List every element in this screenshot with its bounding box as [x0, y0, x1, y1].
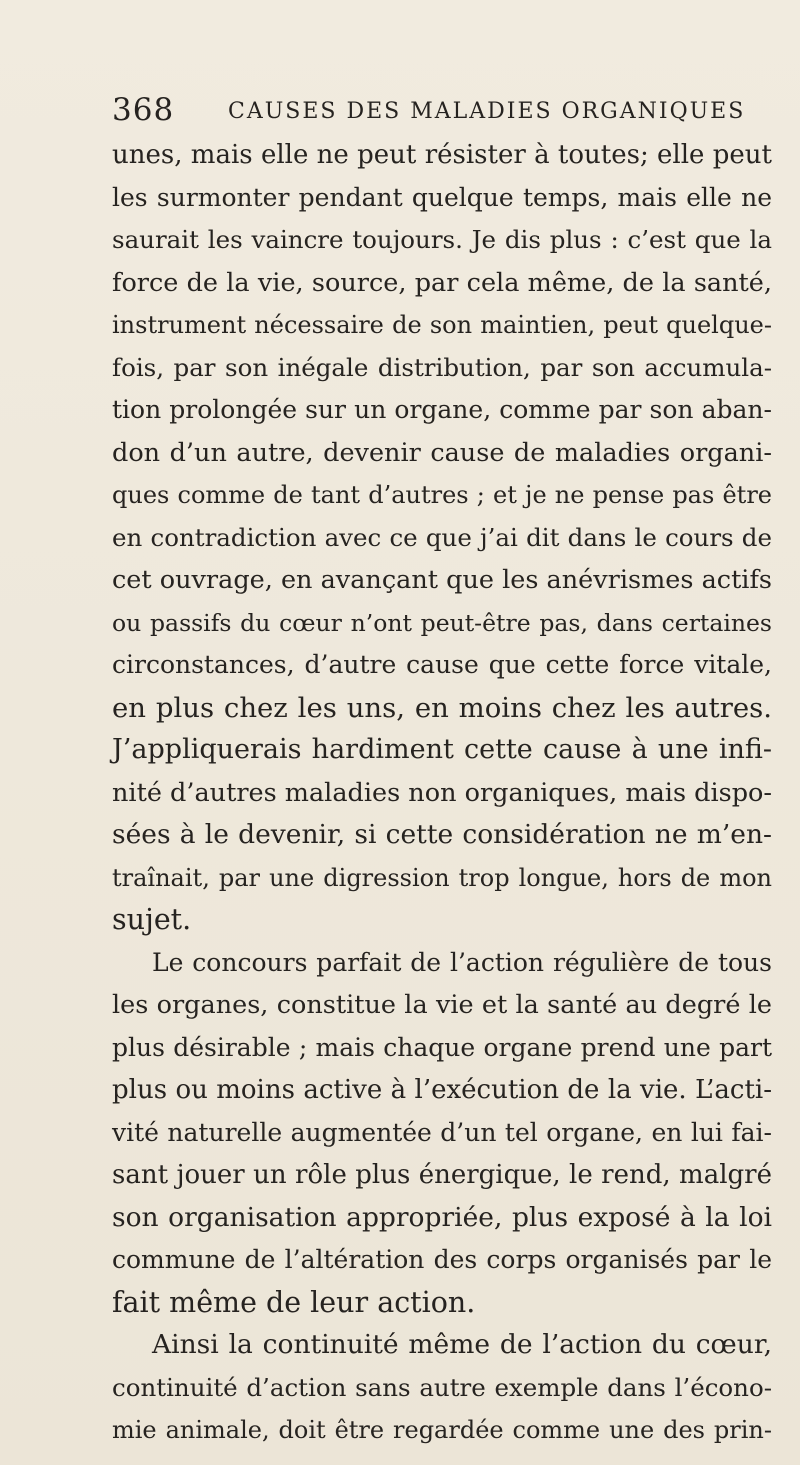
- text-line: en plus chez les uns, en moins chez les autres.: [112, 691, 772, 724]
- text-line: cet ouvrage, en avançant que les anévrismes actifs: [112, 565, 772, 595]
- text-line: les organes, constitue la vie et la santé au degré le: [112, 990, 772, 1020]
- text-line: sujet.: [112, 903, 192, 936]
- text-line: les surmonter pendant quelque temps, mais elle ne: [112, 182, 772, 212]
- text-line: plus ou moins active à l’exécution de la vie. L’acti-: [112, 1075, 772, 1105]
- body-text: [112, 134, 772, 1452]
- text-line: force de la vie, source, par cela même, de la santé,: [112, 267, 772, 298]
- text-line: mie animale, doit être regardée comme une des prin-: [112, 1416, 772, 1444]
- text-line: vité naturelle augmentée d’un tel organe, en lui fai-: [112, 1117, 772, 1147]
- text-line: ques comme de tant d’autres ; et je ne pense pas être: [112, 481, 772, 509]
- text-line: sant jouer un rôle plus énergique, le rend, malgré: [112, 1160, 772, 1190]
- text-line: fois, par son inégale distribution, par son accumula-: [112, 352, 772, 382]
- page-header: [112, 92, 752, 132]
- text-line: traînait, par une digression trop longue, hors de mon: [112, 863, 772, 892]
- text-line: tion prolongée sur un organe, comme par son aban-: [112, 395, 772, 424]
- text-line: en contradiction avec ce que j’ai dit dans le cours de: [112, 522, 772, 552]
- text-line: don d’un autre, devenir cause de maladies organi-: [112, 437, 772, 468]
- paragraph-start-line: Ainsi la continuité même de l’action du cœur,: [152, 1329, 772, 1360]
- text-line: sées à le devenir, si cette considération ne m’en-: [112, 819, 772, 850]
- text-line: instrument nécessaire de son maintien, peut quelque-: [112, 311, 772, 339]
- running-title: CAUSES DES MALADIES ORGANIQUES: [228, 99, 746, 124]
- text-line: continuité d’action sans autre exemple dans l’écono-: [112, 1372, 772, 1402]
- text-line: plus désirable ; mais chaque organe prend une part: [112, 1032, 772, 1062]
- text-line: nité d’autres maladies non organiques, mais dispo-: [112, 777, 772, 808]
- text-line: saurait les vaincre toujours. Je dis plus : c’est que la: [112, 225, 772, 254]
- text-line: son organisation appropriée, plus exposé à la loi: [112, 1201, 772, 1233]
- text-line: commune de l’altération des corps organisés par le: [112, 1245, 772, 1274]
- paragraph-start-line: Le concours parfait de l’action régulière de tous: [152, 947, 772, 977]
- text-line: ou passifs du cœur n’ont peut-être pas, dans certaines: [112, 608, 772, 637]
- page-number: 368: [112, 92, 175, 128]
- text-line: J’appliquerais hardiment cette cause à une infi-: [112, 734, 772, 765]
- text-line: fait même de leur action.: [112, 1285, 476, 1319]
- text-line: circonstances, d’autre cause que cette force vitale,: [112, 650, 772, 679]
- text-line: unes, mais elle ne peut résister à toutes; elle peut: [112, 140, 772, 170]
